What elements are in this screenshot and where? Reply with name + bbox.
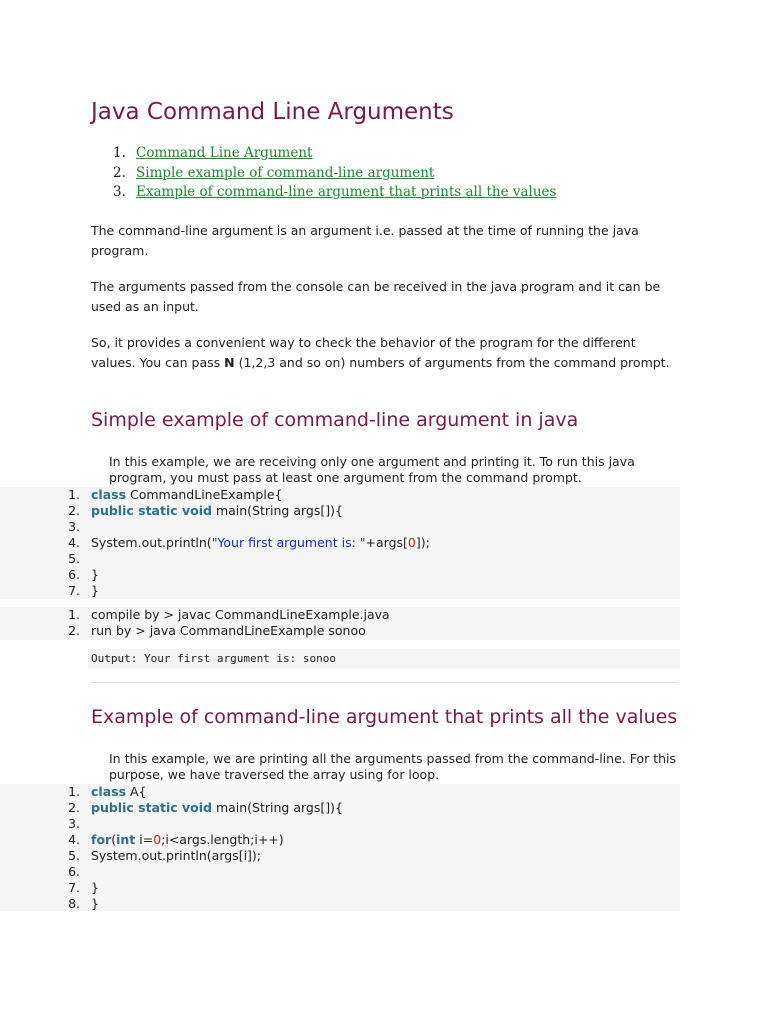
table-of-contents [91, 144, 651, 203]
code-line [0, 519, 680, 535]
section-intro: In this example, we are printing all the arguments passed from the command-line. For this purpose, we have traversed the array using for loop. [109, 751, 677, 782]
code-keyword: int [116, 832, 136, 847]
code-text: System.out.println( [91, 535, 212, 550]
line-number: 2. [68, 503, 80, 518]
line-number: 4. [68, 535, 80, 550]
code-text: main(String args[]){ [211, 800, 343, 815]
toc-link-print-all-values[interactable]: Example of command-line argument that prints all the values [136, 184, 557, 200]
toc-link-command-line-argument[interactable]: Command Line Argument [136, 145, 313, 161]
code-string: "Your first argument is: " [211, 535, 366, 550]
code-number: 0 [153, 832, 162, 847]
code-text: } [91, 583, 99, 598]
line-number: 1. [68, 487, 80, 502]
output-block [88, 649, 680, 669]
line-number: 3. [68, 519, 80, 534]
toc-number: 1. [113, 145, 126, 161]
line-number: 3. [68, 816, 80, 831]
line-number: 6. [68, 864, 80, 879]
code-keyword: public static void [91, 503, 212, 518]
line-number: 1. [68, 607, 80, 622]
code-line [0, 487, 680, 503]
code-keyword: public static void [91, 800, 212, 815]
code-text: ]); [415, 535, 430, 550]
code-line [0, 583, 680, 599]
toc-number: 2. [113, 164, 126, 181]
code-line [0, 896, 680, 912]
section-intro: In this example, we are receiving only one argument and printing it. To run this java program, you must pass at least one argument from the command prompt. [109, 454, 635, 485]
code-line [0, 567, 680, 583]
line-number: 2. [68, 623, 80, 638]
page-title: Java Command Line Arguments [91, 99, 454, 125]
section-divider [91, 682, 678, 683]
toc-number: 3. [113, 184, 126, 200]
paragraph-bold-n: N [224, 354, 235, 370]
code-text: } [91, 567, 99, 582]
code-text: ( [111, 832, 117, 847]
toc-item[interactable] [91, 144, 651, 164]
line-number: 5. [68, 551, 80, 566]
paragraph-text: (1,2,3 and so on) numbers of arguments from the command prompt. [234, 354, 670, 370]
line-number: 8. [68, 896, 80, 911]
code-line [0, 848, 680, 864]
code-block-print-all-args [0, 784, 680, 911]
toc-item[interactable] [91, 183, 651, 203]
line-number: 5. [68, 848, 80, 863]
code-text: A{ [126, 784, 147, 799]
code-text: System.out.println(args[i]); [91, 848, 262, 863]
code-keyword: for [91, 832, 112, 847]
section-heading-print-all-values: Example of command-line argument that prints all the values [91, 706, 678, 728]
code-text: run by > java CommandLineExample sonoo [91, 623, 366, 638]
output-text: Output: Your first argument is: sonoo [91, 652, 337, 665]
code-line [0, 503, 680, 519]
paragraph-convenient-way [91, 333, 681, 372]
code-line [0, 816, 680, 832]
code-line [0, 551, 680, 567]
code-text: } [91, 880, 99, 895]
code-line [0, 864, 680, 880]
line-number: 1. [68, 784, 80, 799]
line-number: 6. [68, 567, 80, 582]
code-text: CommandLineExample{ [126, 487, 283, 502]
paragraph-text: So, it provides a convenient way to check the behavior of the program for the different values. You can pass [91, 335, 636, 370]
toc-item[interactable] [91, 164, 651, 184]
code-line [0, 784, 680, 800]
code-text: main(String args[]){ [211, 503, 343, 518]
line-number: 7. [68, 583, 80, 598]
code-keyword: class [91, 784, 127, 799]
code-text: } [91, 896, 99, 911]
code-line [0, 623, 680, 639]
code-keyword: class [91, 487, 127, 502]
code-block-run-commands [0, 607, 680, 640]
code-line [0, 800, 680, 816]
toc-link-simple-example[interactable]: Simple example of command-line argument [136, 164, 435, 181]
section-heading-simple-example: Simple example of command-line argument in java [91, 409, 579, 431]
line-number: 4. [68, 832, 80, 847]
code-text: +args[ [365, 535, 408, 550]
code-line [0, 607, 680, 623]
line-number: 2. [68, 800, 80, 815]
paragraph-definition: The command-line argument is an argument i.e. passed at the time of running the java program. [91, 223, 639, 258]
code-line [0, 832, 680, 848]
paragraph-console-input: The arguments passed from the console can be received in the java program and it can be used as an input. [91, 279, 661, 314]
code-text: i= [135, 832, 154, 847]
code-text: compile by > javac CommandLineExample.java [91, 607, 390, 622]
code-number: 0 [407, 535, 416, 550]
code-block-command-line-example [0, 487, 680, 599]
code-line [0, 535, 680, 551]
code-line [0, 880, 680, 896]
line-number: 7. [68, 880, 80, 895]
code-text: ;i<args.length;i++) [161, 832, 284, 847]
